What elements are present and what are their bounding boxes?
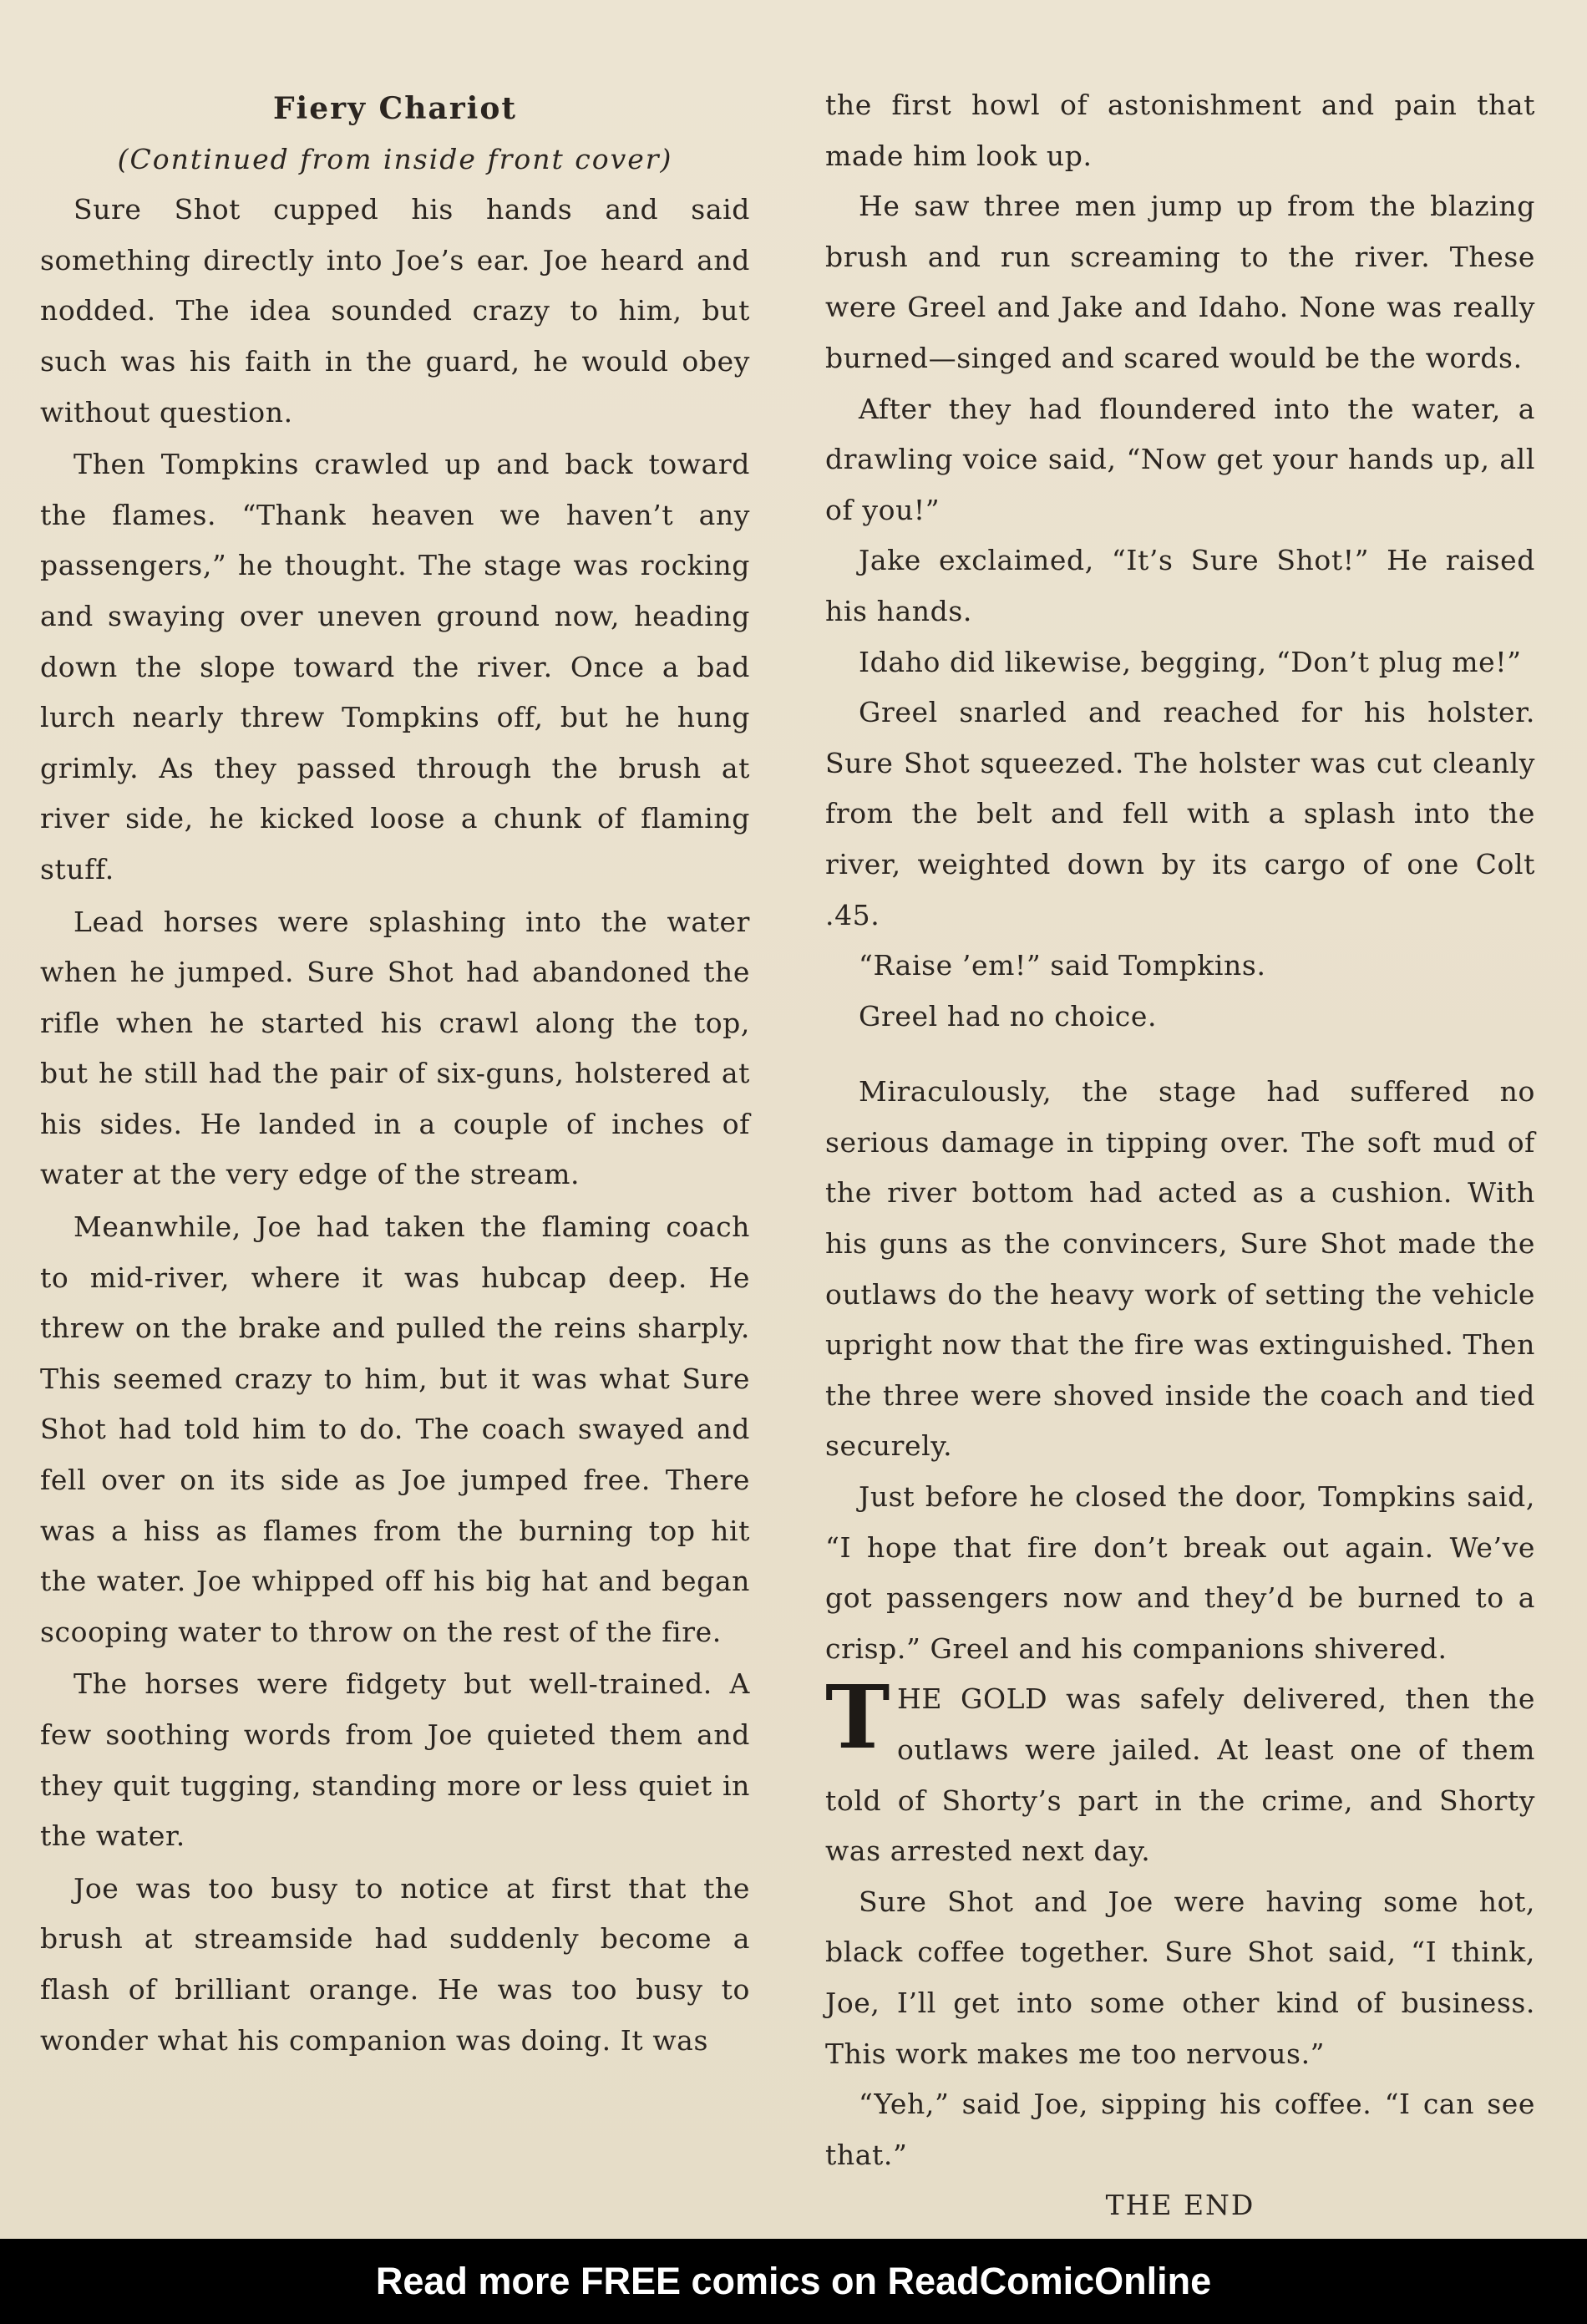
paragraph: Lead horses were splashing into the water when he jumped. Sure Shot had abandoned the rifle when he started his crawl along the top, but he still had the pair of six-guns, holstered at his sides. He landed in a couple of inches of water at the very edge of the stream. bbox=[40, 905, 750, 1191]
drop-cap-letter: T bbox=[825, 1666, 890, 1769]
paragraph: After they had floundered into the water, a drawling voice said, “Now get your hands up, all of you!” bbox=[825, 392, 1535, 526]
paragraph: Joe was too busy to notice at first that the brush at streamside had suddenly become a flash of brilliant orange. He was too busy to wonder what his companion was doing. It was bbox=[40, 1871, 750, 2057]
dropcap-paragraph-text: HE GOLD was safely delivered, then the outlaws were jailed. At least one of them told of Shorty’s part in the crime, and Shorty was arrested next day. bbox=[825, 1682, 1535, 1868]
paragraph: “Raise ’em!” said Tompkins. bbox=[859, 949, 1266, 982]
paragraph: He saw three men jump up from the blazing brush and run screaming to the river. These were Greel and Jake and Idaho. None was really burned—singed and scared would be the words. bbox=[825, 190, 1535, 374]
left-column bbox=[40, 84, 750, 2066]
dropcap-paragraph bbox=[825, 1666, 1535, 1876]
paragraph: Meanwhile, Joe had taken the flaming coach to mid-river, where it was hubcap deep. He threw on the brake and pulled the reins sharply. This seemed crazy to him, but it was what Sure Shot had told him to do. The coach swayed and fell over on its side as Joe jumped free. There was a hiss as flames from the burning top hit the water. Joe whipped off his big hat and began scooping water to throw on the rest of the fire. bbox=[40, 1210, 750, 1648]
paragraph: Jake exclaimed, “It’s Sure Shot!” He raised his hands. bbox=[825, 544, 1535, 627]
story-subtitle: (Continued from inside front cover) bbox=[117, 142, 673, 175]
story-title: Fiery Chariot bbox=[273, 91, 517, 126]
paragraph: the first howl of astonishment and pain that made him look up. bbox=[825, 89, 1535, 172]
paragraph: Sure Shot cupped his hands and said something directly into Joe’s ear. Joe heard and nodded. The idea sounded crazy to him, but such was his faith in the guard, he would obey without question. bbox=[40, 193, 750, 429]
promo-banner-text[interactable]: Read more FREE comics on ReadComicOnline bbox=[375, 2260, 1212, 2302]
right-column bbox=[825, 80, 1535, 2231]
paragraph: Just before he closed the door, Tompkins said, “I hope that fire don’t break out again. We’ve got passengers now and they’d be burned to a crisp.” Greel and his companions shivered. bbox=[825, 1480, 1535, 1665]
paragraph: Idaho did likewise, begging, “Don’t plug me!” bbox=[859, 645, 1522, 678]
section-break bbox=[825, 1042, 1535, 1067]
paragraph: Greel snarled and reached for his holster. Sure Shot squeezed. The holster was cut cleanly from the belt and fell with a splash into the river, weighted down by its cargo of one Colt .45. bbox=[825, 696, 1535, 931]
paragraph: Sure Shot and Joe were having some hot, black coffee together. Sure Shot said, “I think, Joe, I’ll get into some other kind of business. This work makes me too nervous.” bbox=[825, 1885, 1535, 2070]
paragraph: Miraculously, the stage had suffered no serious damage in tipping over. The soft mud of the river bottom had acted as a cushion. With his guns as the convincers, Sure Shot made the outlaws do the heavy work of setting the vehicle upright now that the fire was extinguished. Then the three were shoved inside the coach and tied securely. bbox=[825, 1075, 1535, 1463]
paragraph: The horses were fidgety but well-trained. A few soothing words from Joe quieted them and they quit tugging, standing more or less quiet in the water. bbox=[40, 1667, 750, 1853]
paragraph: Then Tompkins crawled up and back toward the flames. “Thank heaven we haven’t any passengers,” he thought. The stage was rocking and swaying over uneven ground now, heading down the slope toward the river. Once a bad lurch nearly threw Tompkins off, but he hung grimly. As they passed through the brush at river side, he kicked loose a chunk of flaming stuff. bbox=[40, 448, 750, 885]
paragraph: Greel had no choice. bbox=[859, 999, 1158, 1033]
the-end-text: THE END bbox=[1105, 2189, 1255, 2222]
promo-banner[interactable] bbox=[0, 2239, 1587, 2324]
paragraph: “Yeh,” said Joe, sipping his coffee. “I can see that.” bbox=[825, 2088, 1535, 2171]
